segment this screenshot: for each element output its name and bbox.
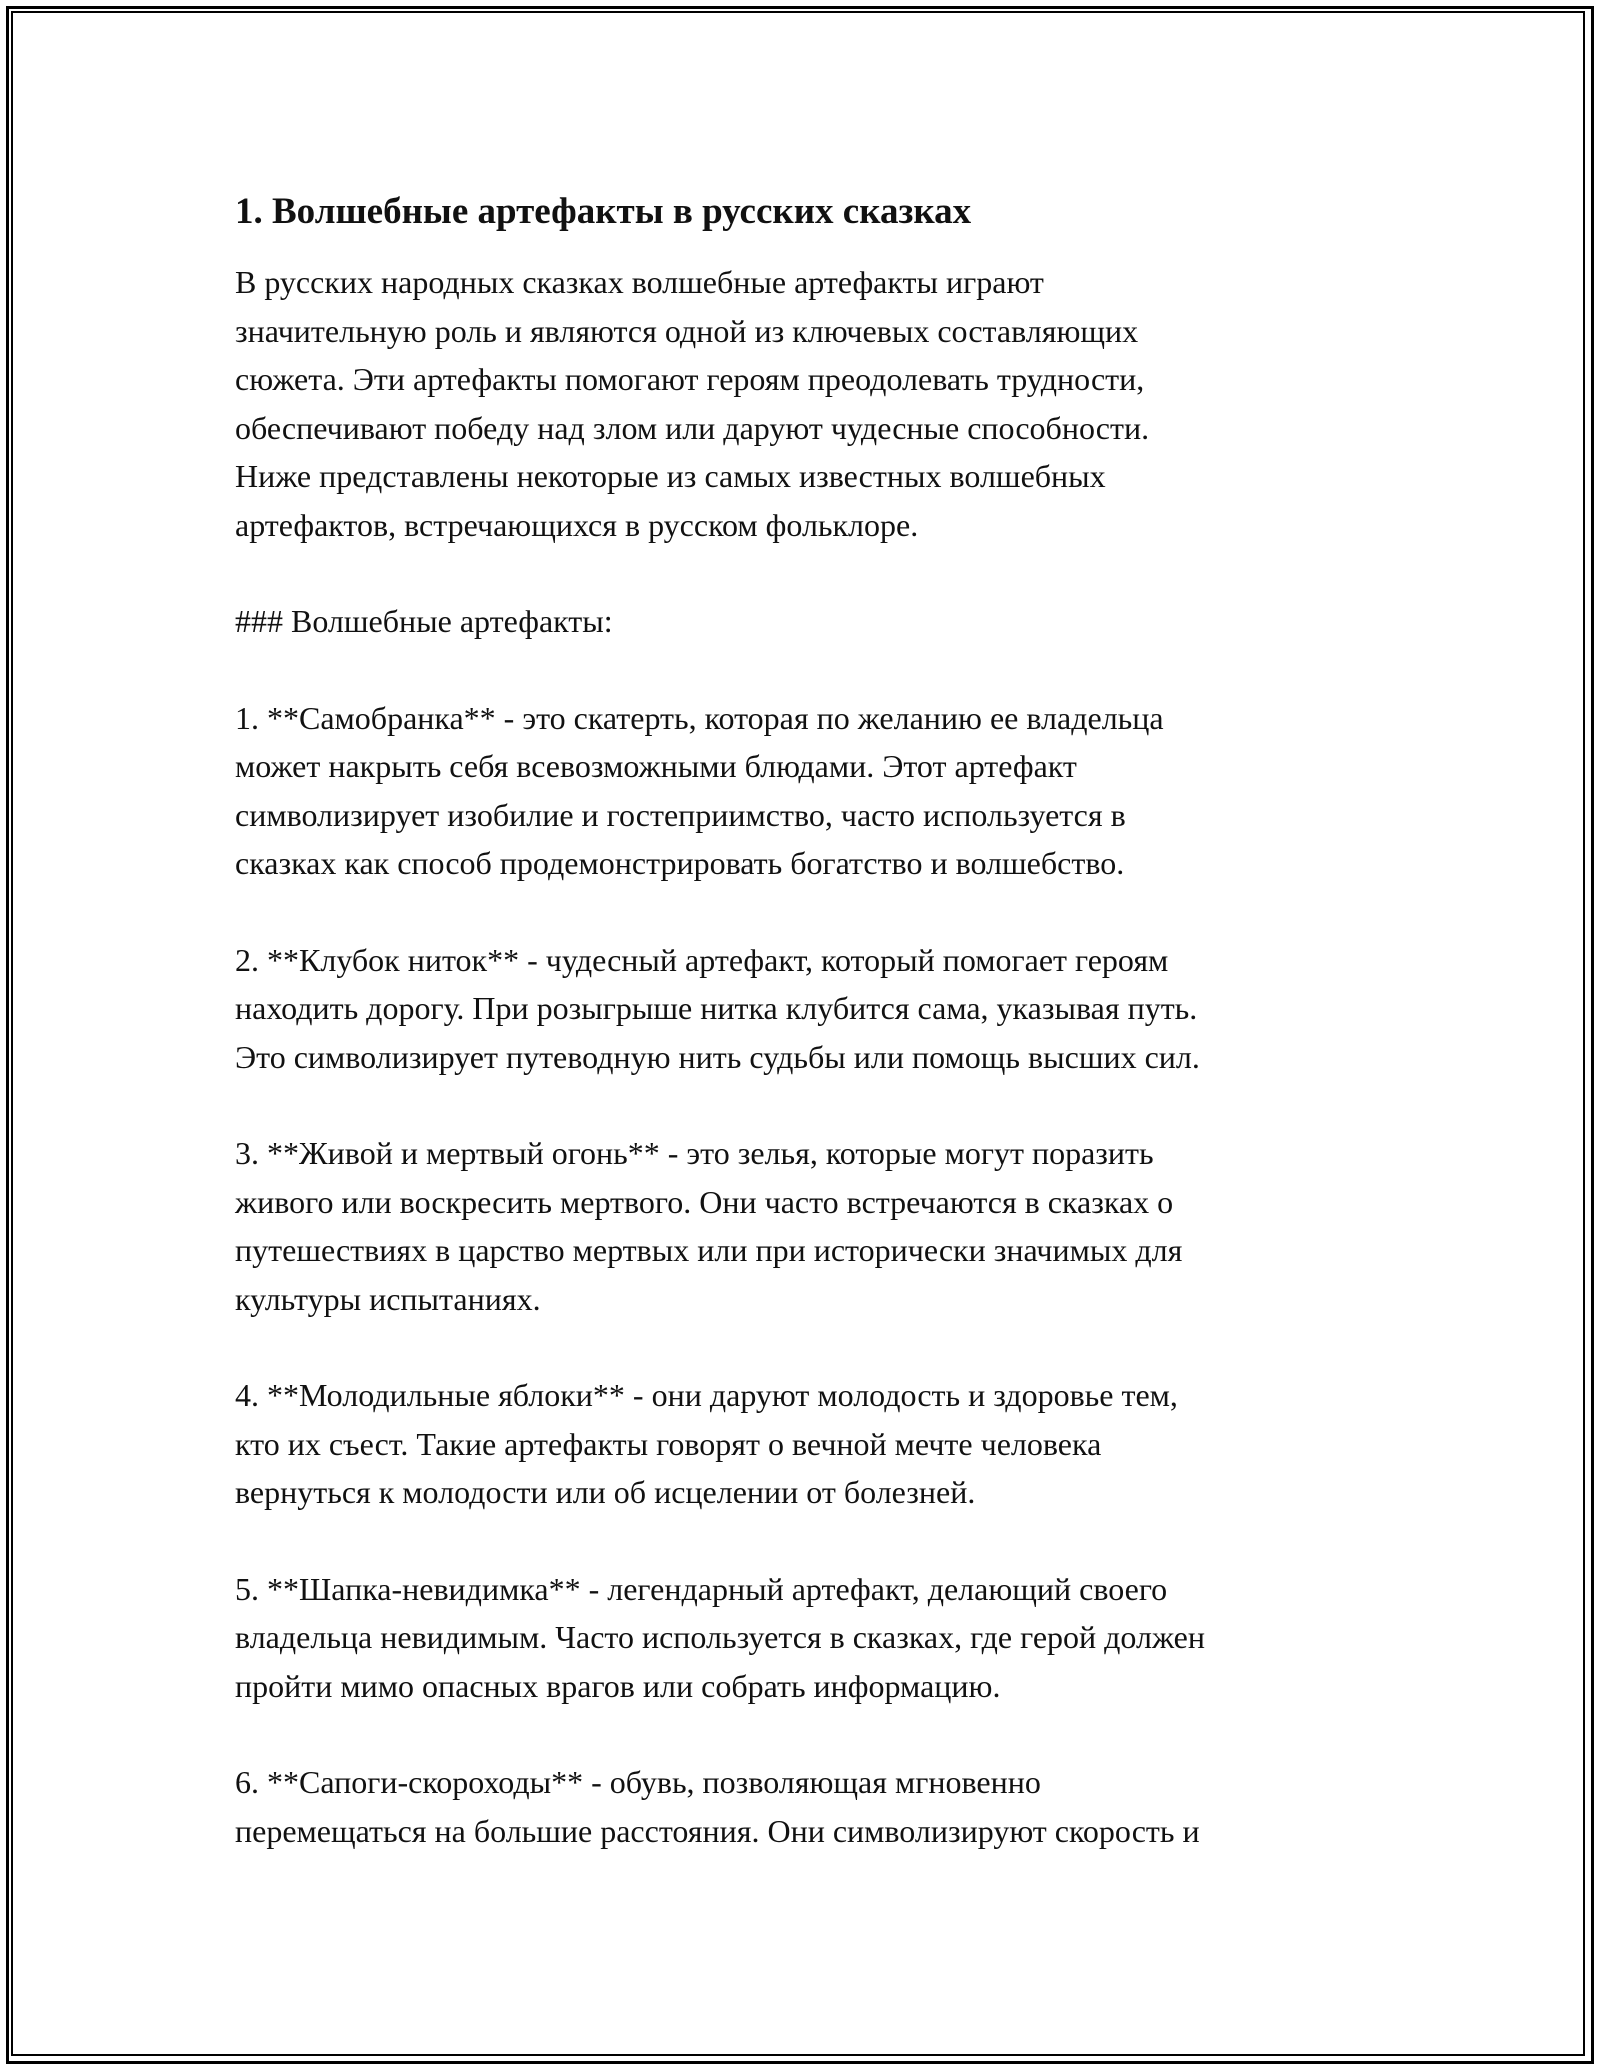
paragraph-gap: [235, 646, 1385, 694]
list-item-sapogi: 6. **Сапоги-скороходы** - обувь, позволяющая мгновенно перемещаться на большие расстояния. Они символизируют скорость и: [235, 1764, 1200, 1849]
intro-paragraph: В русских народных сказках волшебные артефакты играют значительную роль и являются одной из ключевых составляющих сюжета. Эти артефакты помогают героям преодолевать трудности, обеспечивают победу над злом или даруют чудесные способности. Ниже представлены некоторые из самых известных волшебных артефактов, встречающихся в русском фольклоре.: [235, 264, 1150, 543]
paragraph-gap: [235, 1081, 1385, 1129]
list-item-shapka: 5. **Шапка-невидимка** - легендарный артефакт, делающий своего владельца невидимым. Часто используется в сказках, где герой должен пройти мимо опасных врагов или собрать информацию.: [235, 1570, 1205, 1704]
paragraph-gap: [235, 549, 1385, 597]
artifacts-subheading: ### Волшебные артефакты:: [235, 603, 613, 639]
paragraph-gap: [235, 1710, 1385, 1758]
paragraph-gap: [235, 1517, 1385, 1565]
paragraph-gap: [235, 1323, 1385, 1371]
paragraph-gap: [235, 888, 1385, 936]
list-item-samobranka: 1. **Самобранка** - это скатерть, которая по желанию ее владельца может накрыть себя всевозможными блюдами. Этот артефакт символизирует изобилие и гостеприимство, часто используется в сказках как способ продемонстрировать богатство и волшебство.: [235, 699, 1164, 881]
list-item-yabloki: 4. **Молодильные яблоки** - они даруют молодость и здоровье тем, кто их съест. Такие артефакты говорят о вечной мечте человека вернуться к молодости или об исцелении от болезней.: [235, 1377, 1178, 1510]
section-heading: 1. Волшебные артефакты в русских сказках: [235, 191, 972, 232]
list-item-ogon: 3. **Живой и мертвый огонь** - это зелья, которые могут поразить живого или воскресить мертвого. Они часто встречаются в сказках о путешествиях в царство мертвых или при исторически значимых для культуры испытаниях.: [235, 1135, 1183, 1317]
list-item-klubok: 2. **Клубок ниток** - чудесный артефакт, который помогает героям находить дорогу. При розыгрыше нитка клубится сама, указывая путь. Это символизирует путеводную нить судьбы или помощь высших сил.: [235, 941, 1200, 1075]
document-body: [235, 188, 1385, 1855]
